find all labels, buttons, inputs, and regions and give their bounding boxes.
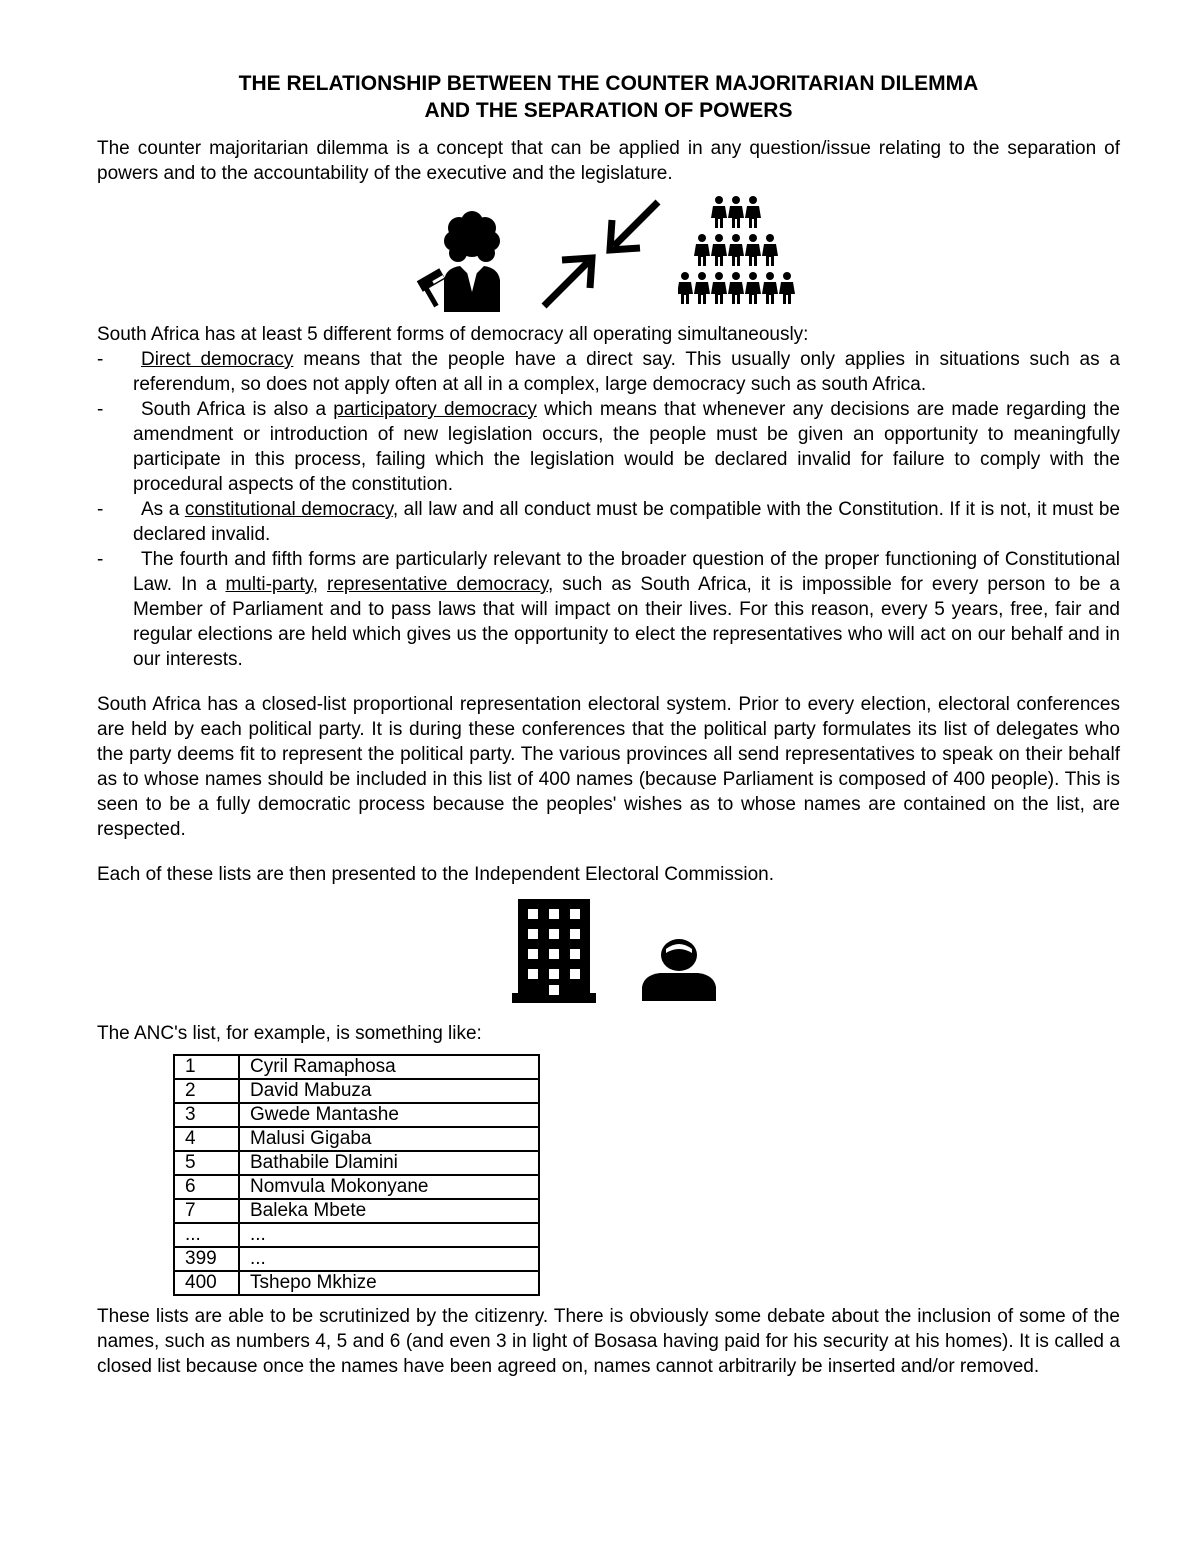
bullet-dash: - — [97, 349, 104, 370]
table-cell-name: Tshepo Mkhize — [239, 1271, 539, 1295]
title-line-1: THE RELATIONSHIP BETWEEN THE COUNTER MAJORITARIAN DILEMMA — [238, 72, 979, 95]
illustration-iec — [97, 893, 1120, 1021]
table-row — [174, 1223, 539, 1247]
intro-paragraph: The counter majoritarian dilemma is a concept that can be applied in any question/issue relating to the separation of powers and to the accountability of the executive and the legislature. — [97, 138, 1120, 184]
list-item — [97, 497, 1120, 547]
table-cell-number: 4 — [174, 1127, 239, 1151]
table-row — [174, 1151, 539, 1175]
table-row — [174, 1103, 539, 1127]
bullet-text: The fourth and fifth forms are particularly relevant to the broader question of the proper functioning of Constitutional Law. In a — [133, 549, 1120, 595]
bullet-text: As a — [141, 499, 185, 520]
closing-paragraph: These lists are able to be scrutinized by the citizenry. There is obviously some debate about the inclusion of some of the names, such as numbers 4, 5 and 6 (and even 3 in light of Bosasa having paid for his security at his homes). It is called a closed list because once the names have been agreed on, names cannot arbitrarily be inserted and/or removed. — [97, 1306, 1120, 1377]
bullet-dash: - — [97, 499, 104, 520]
list-item — [97, 347, 1120, 397]
table-cell-number: 6 — [174, 1175, 239, 1199]
iec-sentence: Each of these lists are then presented to the Independent Electoral Commission. — [97, 864, 775, 885]
table-cell-name: David Mabuza — [239, 1079, 539, 1103]
list-item — [97, 397, 1120, 497]
table-cell-name: ... — [239, 1247, 539, 1271]
table-cell-number: 400 — [174, 1271, 239, 1295]
anc-intro: The ANC's list, for example, is something like: — [97, 1023, 482, 1044]
crowd-icon — [678, 196, 800, 308]
table-cell-name: Bathabile Dlamini — [239, 1151, 539, 1175]
bullet-text: , — [312, 574, 328, 595]
term-representative-democracy: representative democracy — [327, 574, 548, 595]
table-row — [174, 1127, 539, 1151]
term-constitutional-democracy: constitutional democracy — [184, 499, 393, 520]
term-multi-party: multi-party — [225, 574, 313, 595]
judge-icon — [414, 208, 524, 312]
bullet-text: , such as South Africa, it is impossible for every person to be a Member of Parliament and to pass laws that will impact on their lives. For this reason, every 5 years, free, fair and regular elections are held which gives us the opportunity to elect the representatives who will act on our behalf and in our interests. — [133, 574, 1120, 670]
democracy-intro: South Africa has at least 5 different forms of democracy all operating simultaneously: — [97, 324, 809, 345]
table-row — [174, 1079, 539, 1103]
table-row — [174, 1175, 539, 1199]
bullet-text: means that the people have a direct say. This usually only applies in situations such as a referendum, so does not apply often at all in a complex, large democracy such as south Africa. — [133, 349, 1120, 395]
table-cell-name: Baleka Mbete — [239, 1199, 539, 1223]
illustration-separation-of-powers — [97, 188, 1120, 320]
title-line-2: AND THE SEPARATION OF POWERS — [424, 99, 793, 122]
bullet-text: South Africa is also a — [141, 399, 334, 420]
table-cell-name: ... — [239, 1223, 539, 1247]
converging-arrows-icon — [540, 198, 664, 310]
building-icon — [512, 893, 596, 1003]
table-cell-name: Gwede Mantashe — [239, 1103, 539, 1127]
bullet-dash: - — [97, 399, 104, 420]
table-row — [174, 1055, 539, 1079]
democracy-forms-list — [97, 347, 1120, 672]
electoral-paragraph: South Africa has a closed-list proportional representation electoral system. Prior to every election, electoral conferences are held by each political party. It is during these conferences that the political party formulates its list of delegates who the party deems fit to represent the political party. The various provinces all send representatives to speak on their behalf as to whose names should be included in this list of 400 names (because Parliament is composed of 400 people). This is seen to be a fully democratic process because the peoples' wishes as to whose names are contained on the list, are respected. — [97, 694, 1120, 840]
anc-candidate-table — [173, 1054, 540, 1296]
table-cell-number: 7 — [174, 1199, 239, 1223]
table-row — [174, 1247, 539, 1271]
table-cell-name: Nomvula Mokonyane — [239, 1175, 539, 1199]
table-cell-name: Cyril Ramaphosa — [239, 1055, 539, 1079]
bullet-dash: - — [97, 549, 104, 570]
table-cell-number: 5 — [174, 1151, 239, 1175]
term-participatory-democracy: participatory democracy — [333, 399, 537, 420]
document-title — [97, 70, 1120, 124]
bullet-text: which means that whenever any decisions are made regarding the amendment or introduction of new legislation occurs, the people must be given an opportunity to meaningfully participate in this process, failing which the legislation would be declared invalid for failure to comply with the procedural aspects of the constitution. — [133, 399, 1120, 495]
list-item — [97, 547, 1120, 672]
table-row — [174, 1199, 539, 1223]
table-cell-number: 399 — [174, 1247, 239, 1271]
table-cell-number: 1 — [174, 1055, 239, 1079]
table-cell-number: ... — [174, 1223, 239, 1247]
table-row — [174, 1271, 539, 1295]
table-cell-number: 3 — [174, 1103, 239, 1127]
person-icon — [640, 937, 718, 1001]
bullet-text: , all law and all conduct must be compatible with the Constitution. If it is not, it must be declared invalid. — [133, 499, 1120, 545]
table-cell-number: 2 — [174, 1079, 239, 1103]
term-direct-democracy: Direct democracy — [141, 349, 294, 370]
table-cell-name: Malusi Gigaba — [239, 1127, 539, 1151]
document-page — [97, 70, 1120, 1379]
